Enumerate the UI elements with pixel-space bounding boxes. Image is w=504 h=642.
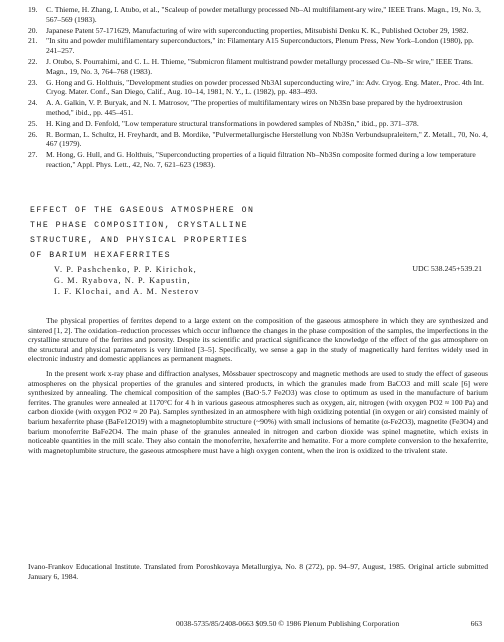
reference-number: 24. <box>28 98 38 108</box>
reference-item <box>28 150 488 170</box>
author-line: I. F. Klochai, and A. M. Nesterov <box>54 287 200 296</box>
affiliation-footnote: Ivano-Frankov Educational Institute. Translated from Poroshkovaya Metallurgiya, No. 8 (272), pp. 94–97, August, 1985. Original article submitted January 6, 1984. <box>28 562 488 581</box>
reference-number: 23. <box>28 77 38 87</box>
reference-text: M. Hong, G. Hull, and G. Holthuis, "Superconducting properties of a liquid filtration Nb–Nb3Sn composite formed during a low temperature reaction," Appl. Phys. Lett., 42, No. 7, 621–623 (1983). <box>46 150 476 169</box>
title-line: EFFECT OF THE GASEOUS ATMOSPHERE ON <box>30 206 255 215</box>
reference-text: H. King and D. Fenfold, "Low temperature structural transformations in powdered samples of Nb3Sn," ibid., pp. 371–378. <box>46 118 419 128</box>
reference-number: 21. <box>28 36 38 46</box>
reference-text: "In situ and powder multifilamentary superconductors," in: Filamentary A15 Superconductors, Plenum Press, New York–London (1980), pp. 241–257. <box>46 36 474 56</box>
article-title <box>30 203 330 263</box>
reference-number: 25. <box>28 118 38 128</box>
reference-text: A. A. Galkin, V. P. Buryak, and N. I. Matrosov, "The properties of multifilamentary wires on Nb3Sn base prepared by the hydroextrusion method," ibid., pp. 445–451. <box>46 98 463 117</box>
reference-item <box>28 78 488 98</box>
publication-code: 0038-5735/85/2408-0663 $09.50 © 1986 Plenum Publishing Corporation <box>176 619 400 628</box>
title-line: OF BARIUM HEXAFERRITES <box>30 251 172 260</box>
reference-item <box>28 57 488 77</box>
reference-item <box>28 98 488 118</box>
reference-item <box>28 36 488 56</box>
author-list <box>54 264 354 297</box>
reference-number: 27. <box>28 150 38 160</box>
reference-item <box>28 119 488 129</box>
reference-number: 22. <box>28 56 38 66</box>
reference-item <box>28 26 488 36</box>
article-body <box>28 316 488 460</box>
udc-code: UDC 538.245+539.21 <box>412 264 482 273</box>
reference-text: C. Thieme, H. Zhang, I. Atubo, et al., "Scaleup of powder metallurgy processed Nb–Al multifilament-ary wire," IEEE Trans. Magn., 19, No. 3, 567–569 (1983). <box>46 5 481 24</box>
author-line: V. P. Pashchenko, P. P. Kirichok, <box>54 265 197 274</box>
reference-item <box>28 130 488 150</box>
reference-number: 20. <box>28 25 38 35</box>
page-number: 663 <box>470 619 482 628</box>
title-line: THE PHASE COMPOSITION, CRYSTALLINE <box>30 221 249 230</box>
title-line: STRUCTURE, AND PHYSICAL PROPERTIES <box>30 236 249 245</box>
reference-item <box>28 5 488 25</box>
reference-text: G. Hong and G. Holthuis, "Development studies on powder processed Nb3Al superconducting wire," in: Adv. Cryog. Eng. Mater., Proc. 4th Int. Cryog. Mater. Conf., San Diego, Calif., Aug. 10–14, 1981, N. Y., L. (1982), pp. 483–493. <box>46 77 484 97</box>
reference-text: J. Otubo, S. Pourrahimi, and C. L. H. Thieme, "Submicron filament multistrand powder metallurgy processed Cu–Nb–Sr wire," IEEE Trans. Magn., 19, No. 3, 764–768 (1983). <box>46 56 473 76</box>
reference-text: R. Borman, L. Schultz, H. Freyhardt, and B. Mordike, "Pulvermetallurgische Herstellung von Nb3Sn Verbundsupraleitern," Z. Metall., 70, No. 4, 467 (1979). <box>46 129 488 149</box>
author-line: G. M. Ryabova, N. P. Kapustin, <box>54 276 191 285</box>
body-paragraph: The physical properties of ferrites depend to a large extent on the composition of the gaseous atmosphere in which they are synthesized and sintered [1, 2]. The oxidation–reduction processes which occur influence the changes in the phase composition of the samples, the imperfections in the crystalline structure of the ferrites and porosity. Despite its scientific and practical significance the knowledge of the effect of the gas atmosphere on the structural and physical parameters is very limited [3–5]. Specifically, we sense a gap in the study of magnetically hard ferrites widely used in electronic industry and domestic appliances as permanent magnets. <box>28 316 488 364</box>
reference-list <box>28 5 488 171</box>
reference-number: 19. <box>28 5 38 14</box>
reference-text: Japanese Patent 57-171629, Manufacturing of wire with superconducting properties, Mitsubishi Denku K. K., Published October 29, 1982. <box>46 25 469 35</box>
reference-number: 26. <box>28 129 38 139</box>
body-paragraph: In the present work x-ray phase and diffraction analyses, Mössbauer spectroscopy and magnetic methods are used to study the effect of gaseous atmospheres on the physical properties of the granules and sintered products, in which the granules made from BaCO3 and mill scale [6] were synthesized by annealing. The chemical composition of the samples (BaO·5.7 Fe2O3) was close to optimum as used in the manufacture of barium ferrites. The granules were annealed at 1170°C for 4 h in various gaseous atmospheres such as oxygen, air, nitrogen (with oxygen PO2 ≈ 100 Pa) and carbon dioxide (with oxygen PO2 ≈ 20 Pa). Samples synthesized in an atmosphere with high oxidizing potential (in oxygen or air) consisted mainly of barium hexaferrite phase (BaFe12O19) with a magnetoplumbite structure (~90%) with small inclusions of hematite (α-Fe2O3), magnetite (Fe3O4) and barium monoferrite BaFe2O4. The main phase of the granules annealed in nitrogen and carbon dioxide was spinel magnetite, which exists in noticeable quantities in the mill scale. They also contain the monoferrite, hexaferrite and hematite. For a more complete conversion to the hexaferrite, with magnetoplumbite structure, the gaseous atmosphere must have a high oxygen content, when the iron is oxidized to the trivalent state. <box>28 368 488 455</box>
